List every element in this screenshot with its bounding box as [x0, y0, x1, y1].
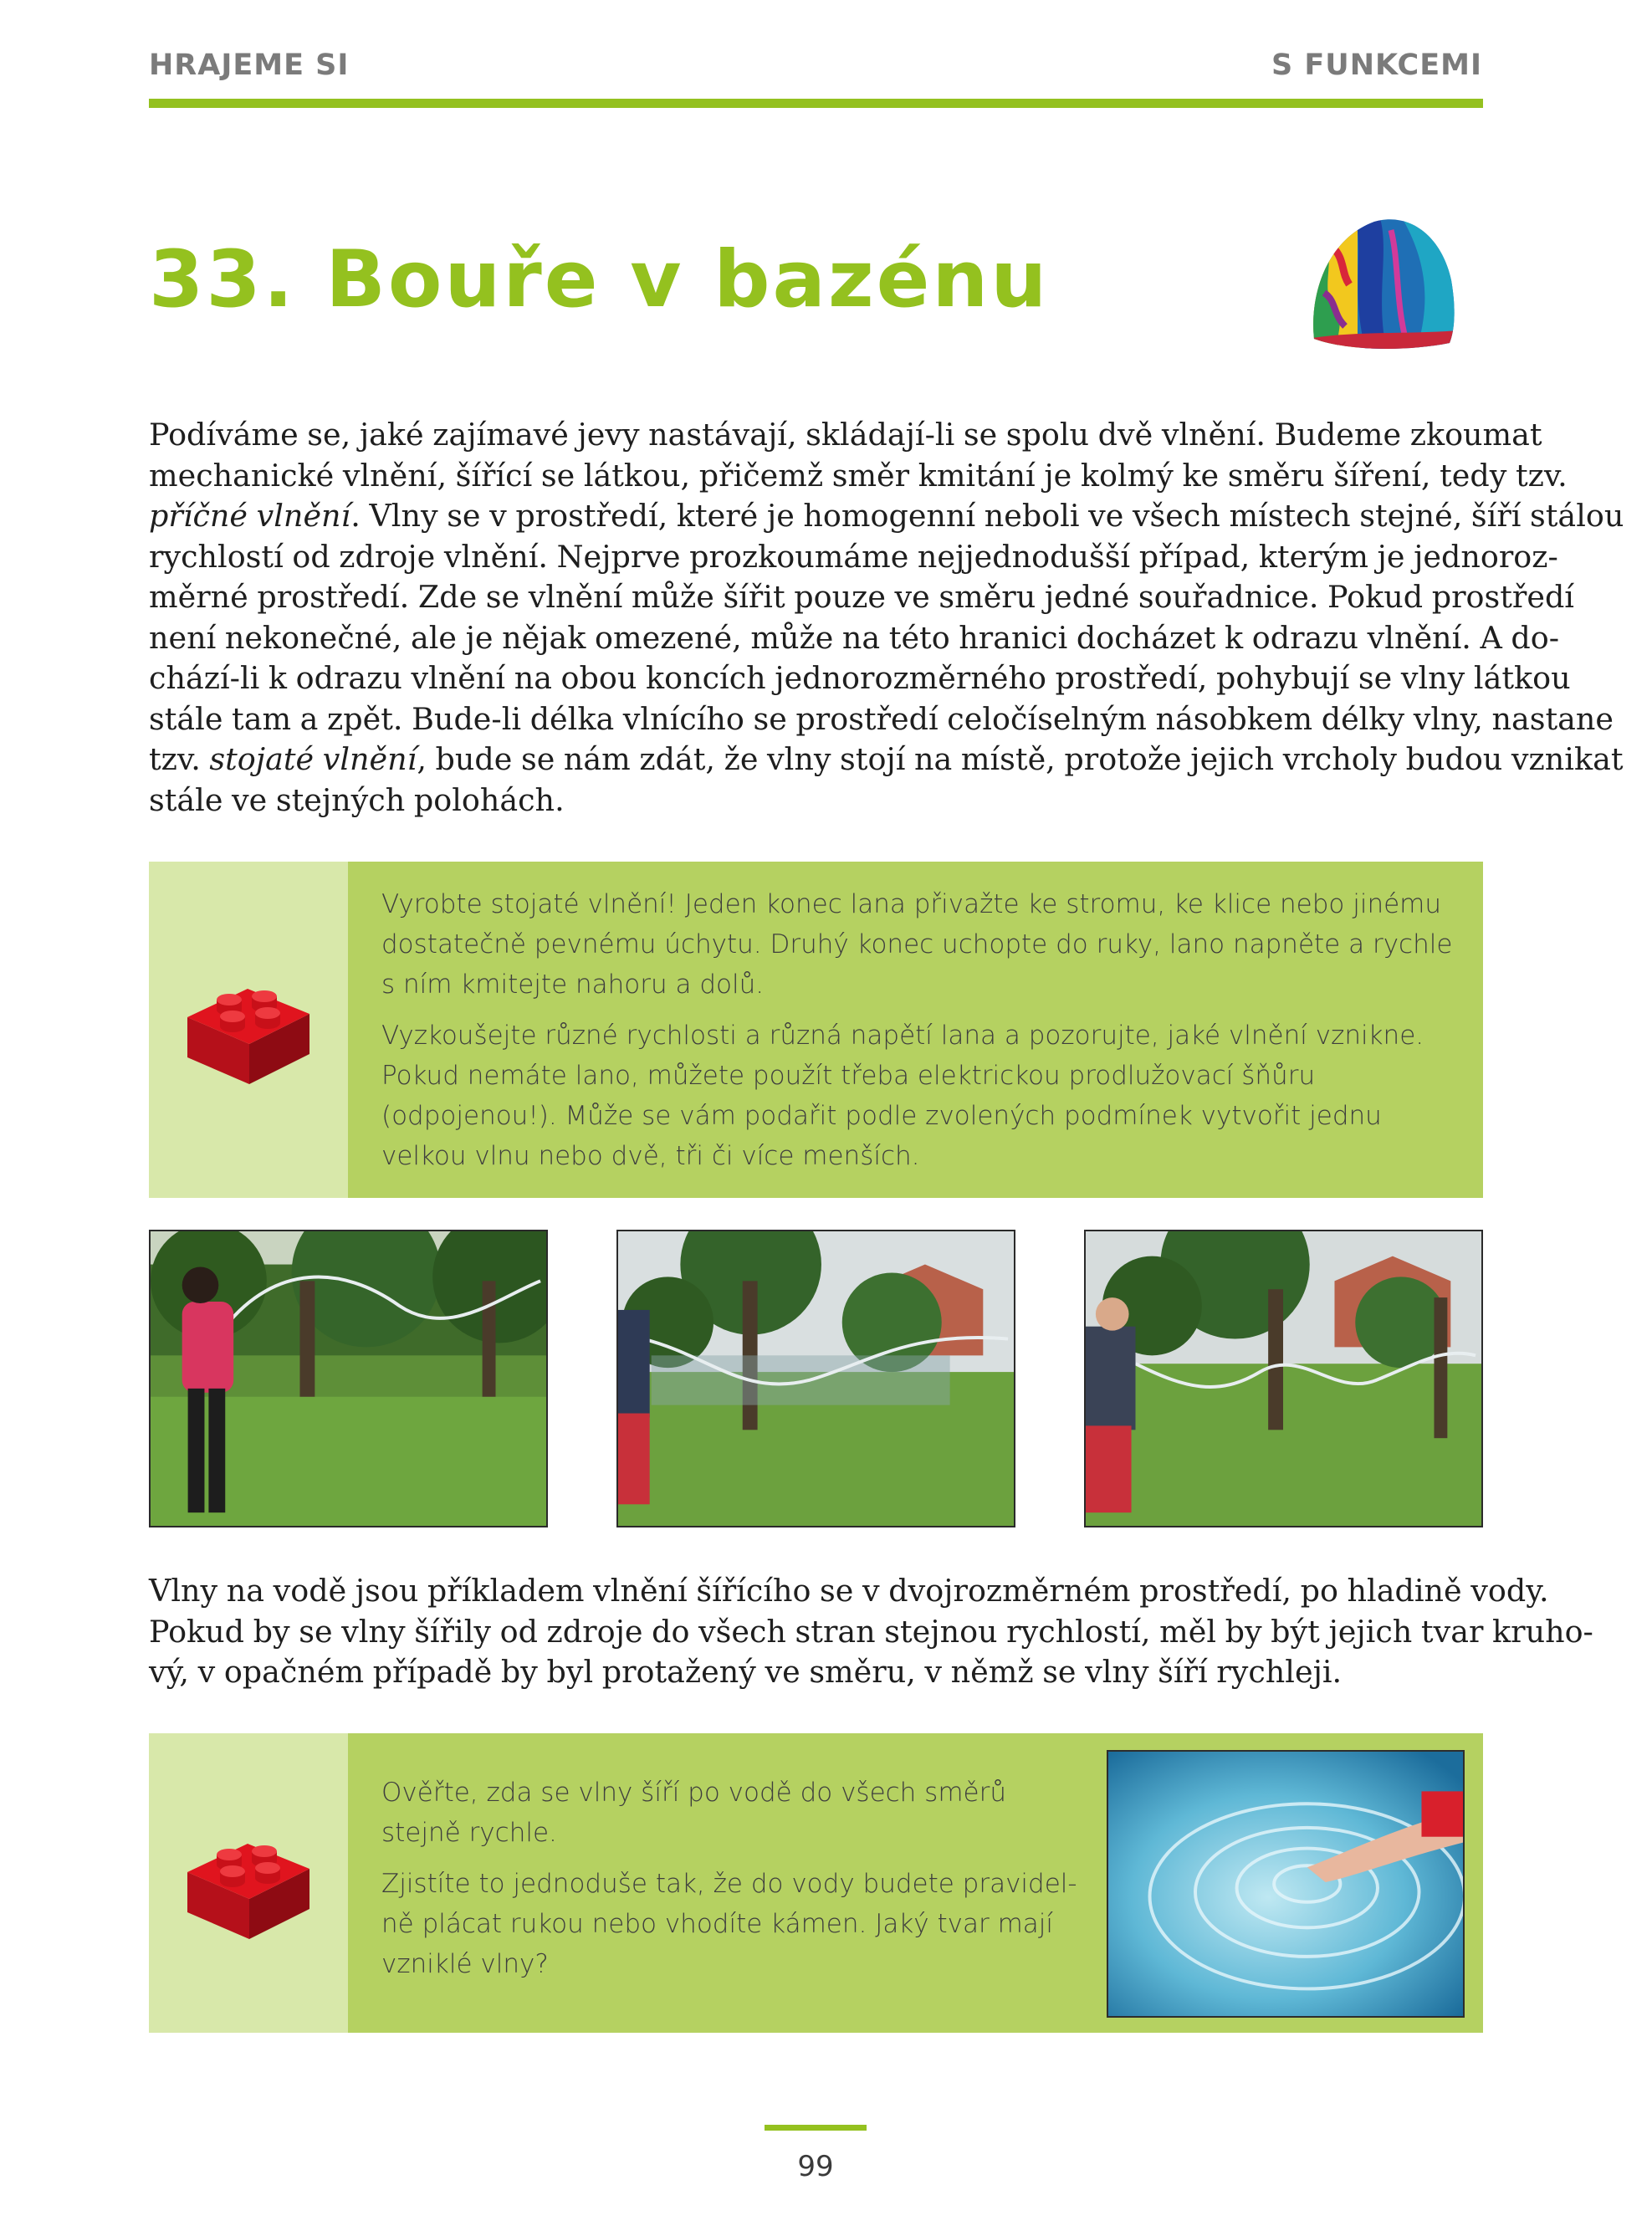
intro-line: mechanické vlnění, šířící se látkou, přičemž směr kmitání je kolmý ke směru šíření, tedy tzv. — [149, 457, 1568, 494]
intro-line: stále ve stejných polohách. — [149, 781, 565, 818]
photo-rope-wave-girl — [149, 1230, 548, 1527]
running-header-left: HRAJEME SI — [149, 49, 350, 82]
activity-paragraph: Vyzkoušejte různé rychlosti a různá napětí lana a pozorujte, jaké vlnění vznikne. Pokud nemáte lano, můžete použít třeba elektrickou prodlužovací šňůru (odpojenou!). Může se vám podařit podle zvolených podmínek vytvořit jednu velkou vlnu nebo dvě, tři či více menších. — [381, 1021, 1424, 1171]
intro-line: stále tam a zpět. Bude-li délka vlnícího se prostředí celočíselným násobkem délky vlny, nastane — [149, 700, 1614, 737]
activity-box-1 — [149, 862, 1483, 1198]
paragraph-line: Vlny na vodě jsou příkladem vlnění šířícího se v dvojrozměrném prostředí, po hladině vody. — [149, 1573, 1549, 1609]
photo-rope-wave-man-2 — [1084, 1230, 1483, 1527]
term-transverse-wave: příčné vlnění — [149, 498, 351, 534]
intro-line: měrné prostředí. Zde se vlnění může šířit pouze ve směru jedné souřadnice. Pokud prostředí — [149, 579, 1574, 615]
painted-stone-icon — [1307, 213, 1458, 351]
activity-1-text — [381, 884, 1452, 1187]
paragraph-line: Pokud by se vlny šířily od zdroje do všech stran stejnou rychlostí, měl by být jejich tvar kruho- — [149, 1613, 1593, 1650]
activity-paragraph: Zjistíte to jednoduše tak, že do vody budete pravidel- ně plácat rukou nebo vhodíte kámen. Jaký tvar mají vzniklé vlny? — [381, 1869, 1077, 1979]
footer-rule — [765, 2125, 867, 2131]
photo-rope-wave-man-1 — [616, 1230, 1015, 1527]
intro-line: chází-li k odrazu vlnění na obou koncích jednorozměrného prostředí, pohybují se vlny látkou — [149, 660, 1571, 696]
activity-box-2 — [149, 1733, 1483, 2033]
photo-pool-water-hand — [1107, 1750, 1465, 2018]
activity-paragraph: Vyrobte stojaté vlnění! Jeden konec lana přivažte ke stromu, ke klice nebo jinému dostatečně pevnému úchytu. Druhý konec uchopte do ruky, lano napněte a rychle s ním kmitejte nahoru a dolů. — [381, 889, 1453, 1000]
activity-2-text — [381, 1773, 1077, 1995]
header-rule — [149, 99, 1483, 108]
page-number: 99 — [797, 2150, 834, 2183]
term-standing-wave: stojaté vlnění — [209, 741, 417, 777]
intro-line: příčné vlnění. Vlny se v prostředí, které je homogenní neboli ve všech místech stejné, šíří stálou — [149, 498, 1624, 534]
intro-line: není nekonečné, ale je nějak omezené, může na této hranici docházet k odrazu vlnění. A do- — [149, 619, 1560, 656]
paragraph-line: vý, v opačném případě by byl protažený ve směru, v němž se vlny šíří rychleji. — [149, 1654, 1343, 1690]
lego-brick-icon — [182, 970, 315, 1087]
intro-paragraph — [149, 415, 1624, 821]
activity-paragraph: Ověřte, zda se vlny šíří po vodě do všech směrů stejně rychle. — [381, 1778, 1006, 1848]
running-header-right: S FUNKCEMI — [1271, 49, 1482, 82]
intro-line: rychlostí od zdroje vlnění. Nejprve prozkoumáme nejjednodušší případ, kterým je jednoroz- — [149, 538, 1558, 575]
intro-line: tzv. stojaté vlnění, bude se nám zdát, že vlny stojí na místě, protože jejich vrcholy budou vznikat — [149, 741, 1624, 777]
lego-brick-icon — [182, 1825, 315, 1942]
intro-line: Podíváme se, jaké zajímavé jevy nastávají, skládají-li se spolu dvě vlnění. Budeme zkoumat — [149, 417, 1542, 453]
page-title: 33. Bouře v bazénu — [149, 234, 1050, 325]
water-waves-paragraph — [149, 1571, 1593, 1693]
